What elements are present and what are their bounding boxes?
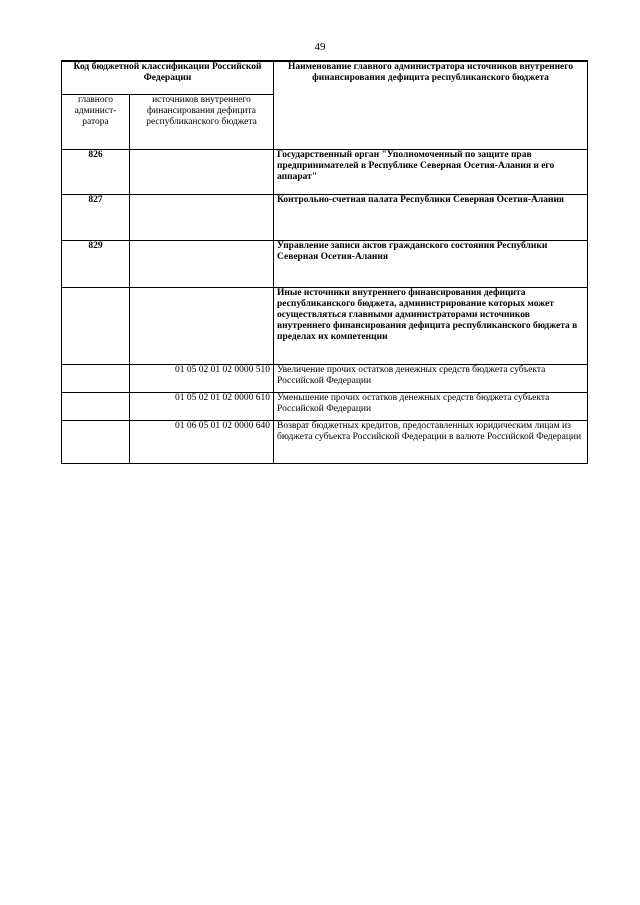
source-description: Увеличение прочих остатков денежных средств бюджета субъекта Российской Федерации (274, 365, 588, 393)
header-budget-code-group: Код бюджетной классификации Российской Федерации (62, 61, 274, 95)
table-row (62, 150, 588, 195)
table-row (62, 393, 588, 421)
source-code (130, 195, 274, 241)
page-number: 49 (314, 41, 326, 53)
admin-code: 829 (62, 241, 130, 288)
table-row (62, 195, 588, 241)
table-row (62, 365, 588, 393)
table-row (62, 421, 588, 464)
budget-classification-table (61, 60, 588, 464)
admin-code: 827 (62, 195, 130, 241)
admin-code (62, 288, 130, 365)
admin-code (62, 365, 130, 393)
table-row (62, 288, 588, 365)
header-main-administrator: главного админист-ратора (62, 95, 130, 150)
header-administrator-name: Наименование главного администратора источников внутреннего финансирования дефицита республиканского бюджета (274, 61, 588, 150)
administrator-name: Управление записи актов гражданского состояния Республики Северная Осетия-Алания (274, 241, 588, 288)
administrator-name: Государственный орган "Уполномоченный по защите прав предпринимателей в Республике Северная Осетия-Алания и его аппарат" (274, 150, 588, 195)
source-description: Уменьшение прочих остатков денежных средств бюджета субъекта Российской Федерации (274, 393, 588, 421)
source-code: 01 05 02 01 02 0000 510 (130, 365, 274, 393)
source-description: Возврат бюджетных кредитов, предоставленных юридическим лицам из бюджета субъекта Российской Федерации в валюте Российской Федерации (274, 421, 588, 464)
administrator-name: Контрольно-счетная палата Республики Северная Осетия-Алания (274, 195, 588, 241)
administrator-name: Иные источники внутреннего финансирования дефицита республиканского бюджета, администрирование которых может осуществляться главными администраторами источников внутреннего финансирования дефицита республиканского бюджета в пределах их компетенции (274, 288, 588, 365)
admin-code (62, 393, 130, 421)
admin-code (62, 421, 130, 464)
source-code (130, 150, 274, 195)
table-row (62, 241, 588, 288)
source-code (130, 241, 274, 288)
source-code (130, 288, 274, 365)
admin-code: 826 (62, 150, 130, 195)
header-financing-sources: источников внутреннего финансирования дефицита республиканского бюджета (130, 95, 274, 150)
source-code: 01 05 02 01 02 0000 610 (130, 393, 274, 421)
source-code: 01 06 05 01 02 0000 640 (130, 421, 274, 464)
